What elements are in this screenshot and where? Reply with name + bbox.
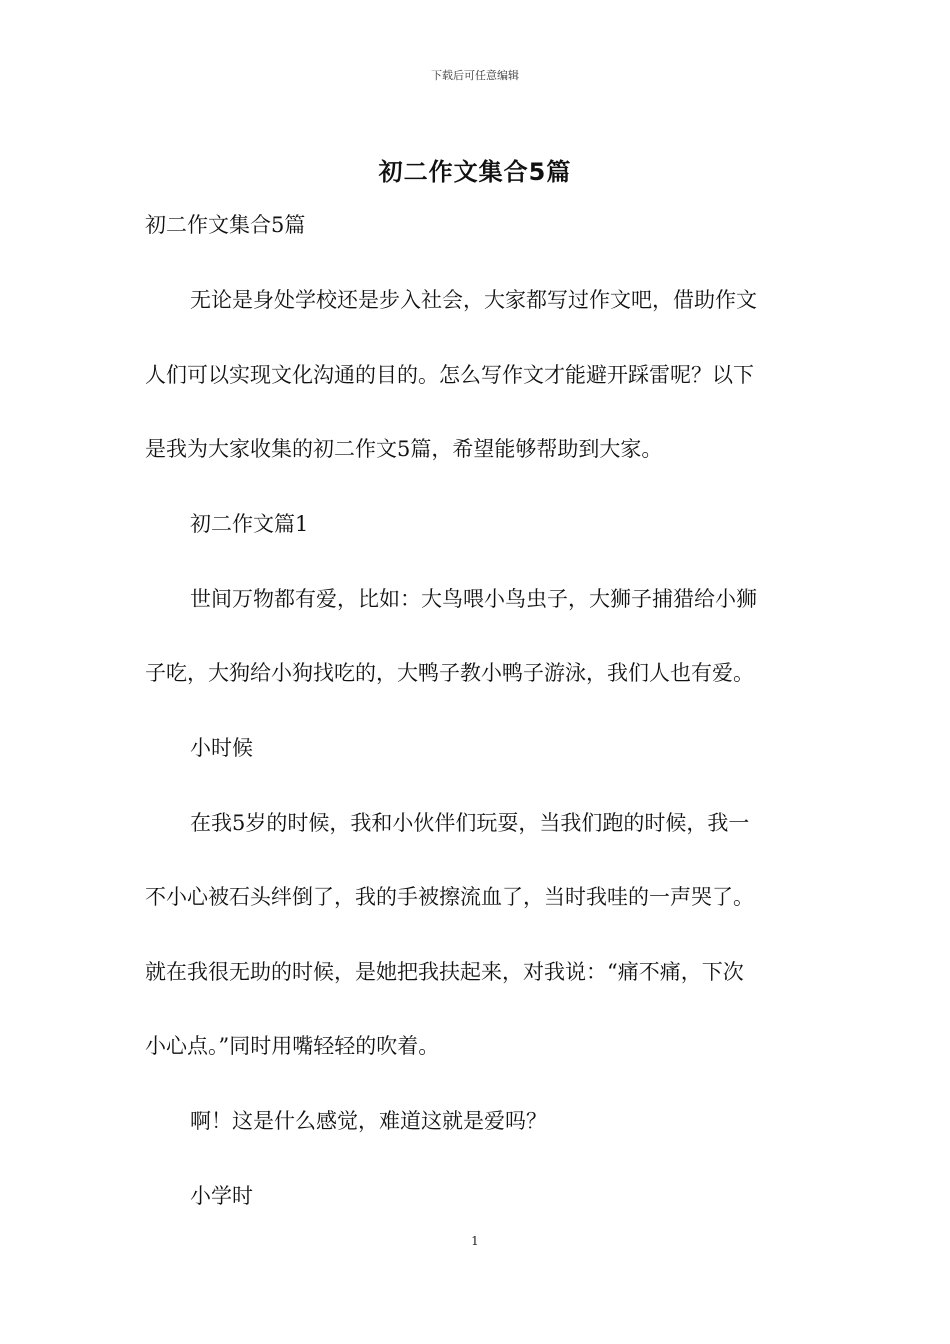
paragraph-line: 啊！这是什么感觉，难道这就是爱吗？ bbox=[190, 1109, 547, 1133]
document-title: 初二作文集合5篇 bbox=[378, 158, 572, 186]
paragraph-line: 不小心被石头绊倒了，我的手被擦流血了，当时我哇的一声哭了。 bbox=[145, 885, 754, 909]
section-heading: 小学时 bbox=[190, 1184, 253, 1208]
paragraph-line: 人们可以实现文化沟通的目的。怎么写作文才能避开踩雷呢？以下 bbox=[145, 363, 754, 387]
paragraph-line: 小心点。”同时用嘴轻轻的吹着。 bbox=[145, 1034, 440, 1058]
paragraph-line: 无论是身处学校还是步入社会，大家都写过作文吧，借助作文 bbox=[190, 288, 757, 312]
essay-heading: 初二作文篇1 bbox=[190, 512, 309, 536]
section-heading: 小时候 bbox=[190, 736, 253, 760]
document-subtitle: 初二作文集合5篇 bbox=[145, 213, 306, 237]
paragraph-line: 子吃，大狗给小狗找吃的，大鸭子教小鸭子游泳，我们人也有爱。 bbox=[145, 661, 754, 685]
paragraph-line: 就在我很无助的时候，是她把我扶起来，对我说：“痛不痛，下次 bbox=[145, 960, 744, 984]
page-number: 1 bbox=[471, 1234, 479, 1248]
paragraph-line: 世间万物都有爱，比如：大鸟喂小鸟虫子，大狮子捕猎给小狮 bbox=[190, 587, 757, 611]
paragraph-line: 在我5岁的时候，我和小伙伴们玩耍，当我们跑的时候，我一 bbox=[190, 811, 750, 835]
paragraph-line: 是我为大家收集的初二作文5篇，希望能够帮助到大家。 bbox=[145, 437, 663, 461]
header-note: 下载后可任意编辑 bbox=[431, 69, 519, 82]
